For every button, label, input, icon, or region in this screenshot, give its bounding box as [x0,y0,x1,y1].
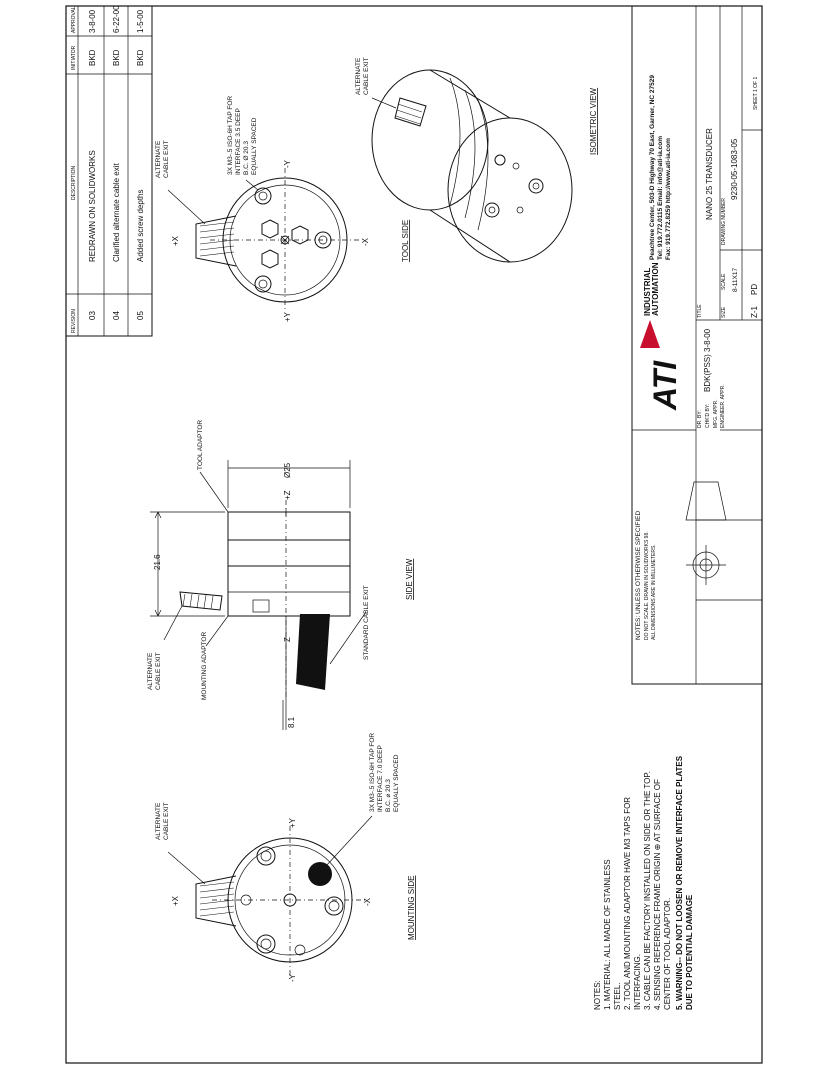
side-alt-cable-1: ALTERNATE [147,652,154,690]
ati-logo [640,262,683,411]
rev-row-init: BKD [136,49,145,66]
ati-logo-text: ATI [647,360,683,410]
field-dwg-label: DRAWING NUMBER [721,197,727,245]
iso-alt-cable-2: CABLE EXIT [363,57,370,95]
drawn-by-value: BDK(PSS) 3-8-00 [703,328,712,392]
tool-tap-line: 3X M3-.5 ISO-6H TAP FOR [227,95,234,175]
company-address: Peachtree Center, 503-D Highway 70 East, Garner, NC 27529 [649,75,656,260]
tool-tap-line: EQUALLY SPACED [251,117,258,175]
tool-plus-y: +Y [283,311,292,322]
tool-side-view [155,96,410,322]
fd-code: PD [750,283,759,295]
side-view-label: SIDE VIEW [405,558,414,600]
rev-row-init: BKD [88,49,97,66]
rev-header-appr: APPROVAL [71,6,77,33]
side-view [147,420,414,730]
warning-line: 5. WARNING-- DO NOT LOOSEN OR REMOVE INTERFACE PLATES [675,755,684,1010]
third-angle-projection-symbol [686,482,726,585]
sheet-number: SHEET 1 OF 1 [753,76,759,110]
mount-minus-y: -Y [288,974,297,982]
mounting-side-label: MOUNTING SIDE [407,875,416,940]
tool-alt-cable-2: CABLE EXIT [163,140,170,178]
rev-row-appr: 1-5-00 [136,9,145,33]
notes-header: NOTES: [593,980,602,1010]
mounting-adaptor-label: MOUNTING ADAPTOR [201,631,208,700]
tool-minus-y: -Y [283,160,292,168]
title-notes-unless: NOTES: UNLESS OTHERWISE SPECIFIED [635,510,642,640]
mount-plus-x: +X [171,895,180,906]
rev-row-desc: Clarified alternate cable exit [112,163,121,262]
rev-row-desc: REDRAWN ON SOLIDWORKS [88,150,97,262]
mount-plus-y: +Y [288,817,297,828]
rev-header-rev: REVISION [71,309,77,333]
mount-minus-x: -X [363,898,372,906]
revision-table [66,5,152,336]
ati-logo-sub1: INDUSTRIAL [643,267,652,316]
field-size-label: SIZE [721,306,727,318]
field-title-label: TITLE [697,304,703,318]
title-block [632,6,762,684]
mount-tap-line: B.C. ⌀ 20.3 [385,779,392,812]
company-fax-web: Fax: 919.772.8259 http://www.ati-ia.com [665,138,672,260]
rev-row-rev: 04 [112,311,121,320]
mount-tap-line: EQUALLY SPACED [393,754,400,812]
side-plus-z: +Z [283,490,292,500]
mount-tap-line: 3X M3-.5 ISO-6H TAP FOR [369,732,376,812]
tool-adaptor-label: TOOL ADAPTOR [197,419,204,470]
rev-header-desc: DESCRIPTION [71,165,77,200]
title-notes-dims: ALL DIMENSIONS ARE IN MILLIMETERS. [651,544,657,640]
mounting-side-view [155,733,416,982]
mount-tap-line: INTERFACE 7.0 DEEP [377,745,384,812]
field-eng-label: ENGINEER. APPR. [720,384,726,428]
rev-header-init: INITIATOR [71,45,77,70]
side-alt-cable-2: CABLE EXIT [155,652,162,690]
dim-diameter: Ø25 [283,462,292,478]
iso-alt-cable-1: ALTERNATE [355,57,362,95]
note-line: INTERFACING. [633,953,642,1010]
rev-row-appr: 3-8-00 [88,9,97,33]
note-line: 3. CABLE CAN BE FACTORY INSTALLED ON SIDE OR THE TOP. [643,771,652,1010]
rev-row-init: BKD [112,49,121,66]
tool-tap-line: B.C. Ø 20.3 [243,141,250,175]
note-line: 2. TOOL AND MOUNTING ADAPTOR HAVE M3 TAPS FOR [623,796,632,1010]
isometric-label: ISOMETRIC VIEW [589,87,598,155]
dim-length: 21.6 [153,554,162,570]
field-chk-label: CHK'D BY: [705,403,711,428]
mount-alt-cable-2: CABLE EXIT [163,802,170,840]
side-z: Z [283,637,292,642]
tool-minus-x: -X [361,238,370,246]
rev-row-appr: 6-22-00 [112,5,121,33]
note-line: STEEL. [613,982,622,1010]
drawing-title: NANO 25 TRANSDUCER [705,128,714,220]
rev-letter: Z-1 [750,306,759,318]
rev-row-rev: 03 [88,311,97,320]
field-mfg-label: MFG. APPR. [713,399,719,428]
title-notes-scale: DO NOT SCALE. DRAWN IN SOLIDWORKS 98. [644,531,650,640]
note-line: CENTER OF TOOL ADAPTOR. [663,897,672,1010]
sheet-size: 8-11X17 [732,267,739,292]
mount-alt-cable-1: ALTERNATE [155,802,162,840]
tool-tap-line: INTERFACE 3.5 DEEP [235,108,242,175]
field-scale-label: SCALE [721,273,727,290]
tool-side-label: TOOL SIDE [401,219,410,262]
ati-logo-sub2: AUTOMATION [651,262,660,316]
warning-line: DUE TO POTENTIAL DAMAGE [685,894,694,1010]
rev-row-rev: 05 [136,311,145,320]
standard-cable-exit-label: STANDARD CABLE EXIT [363,585,370,660]
company-tel-email: Tel: 919.772.0115 Email: info@ati-ia.com [657,136,664,260]
tool-alt-cable-1: ALTERNATE [155,140,162,178]
drawing-number: 9230-05-1083-05 [730,138,739,200]
notes-block [593,755,694,1010]
dim-offset: 8.1 [287,716,296,728]
note-line: 4. SENSING REFERENCE FRAME ORIGIN ⊕ AT SURFACE OF [653,779,662,1010]
tool-plus-x: +X [171,235,180,246]
isometric-view [355,57,598,262]
field-drawn-label: DR. BY: [697,410,703,428]
note-line: 1. MATERIAL: ALL MADE OF STAINLESS [603,859,612,1010]
rev-row-desc: Added screw depths [136,189,145,262]
